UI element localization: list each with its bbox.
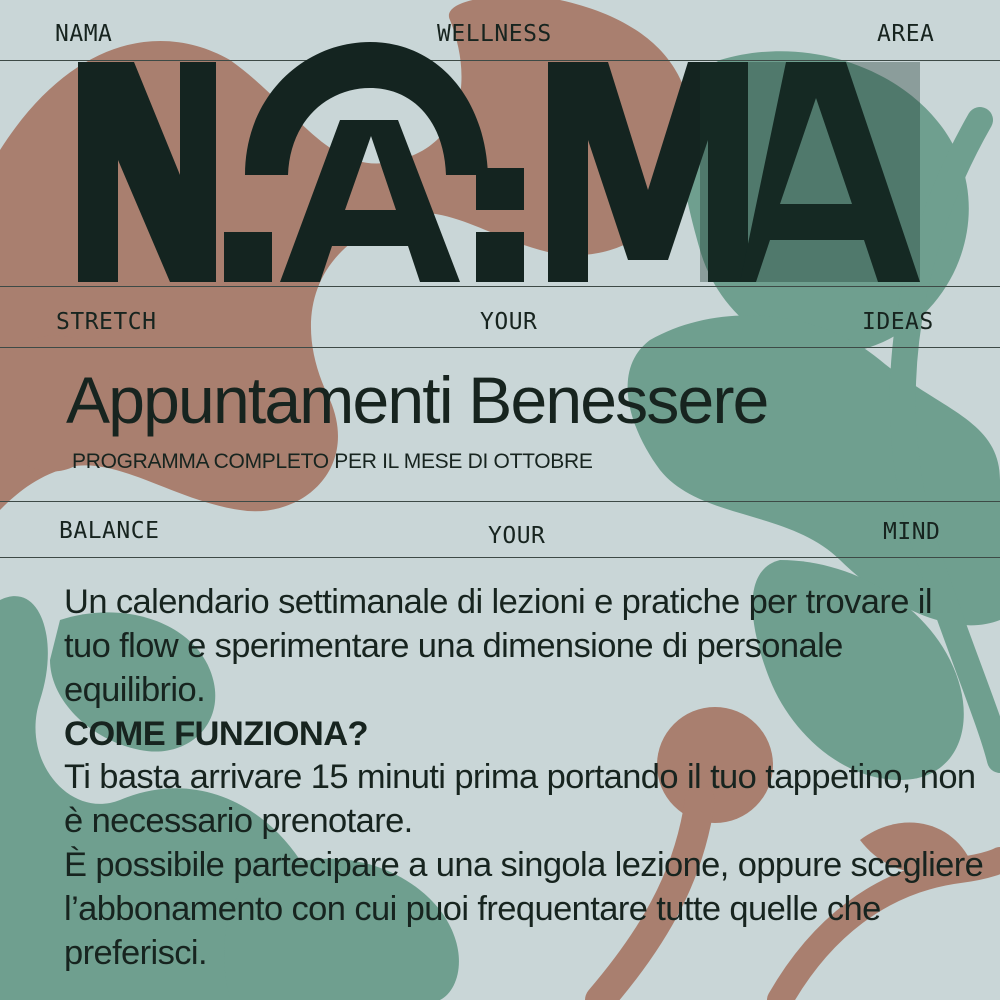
section-question: COME FUNZIONA? xyxy=(64,715,368,753)
rule-3 xyxy=(0,347,1000,348)
lower-label-left: BALANCE xyxy=(59,518,160,544)
nama-logo xyxy=(0,0,1000,300)
rule-4 xyxy=(0,501,1000,502)
lower-label-center: YOUR xyxy=(488,523,546,549)
middle-label-center: YOUR xyxy=(480,309,538,335)
middle-label-right: IDEAS xyxy=(862,309,934,335)
page-title: Appuntamenti Benessere xyxy=(66,363,768,437)
how-it-works-paragraph-2: È possibile partecipare a una singola lezione, oppure scegliere l’abbonamento con cui puoi frequentare tutte quelle che preferisci. xyxy=(64,846,984,972)
content-body xyxy=(64,580,984,975)
lower-label-right: MIND xyxy=(883,519,941,545)
intro-paragraph: Un calendario settimanale di lezioni e pratiche per trovare il tuo flow e sperimentare una dimensione di personale equilibrio. xyxy=(64,583,932,709)
top-label-center: WELLNESS xyxy=(437,21,552,47)
top-label-right: AREA xyxy=(877,21,935,47)
page-subtitle: PROGRAMMA COMPLETO PER IL MESE DI OTTOBRE xyxy=(72,450,593,473)
how-it-works-paragraph-1: Ti basta arrivare 15 minuti prima portando il tuo tappetino, non è necessario prenotare. xyxy=(64,758,976,840)
top-label-left: NAMA xyxy=(55,21,113,47)
rule-5 xyxy=(0,557,1000,558)
middle-label-left: STRETCH xyxy=(56,309,157,335)
